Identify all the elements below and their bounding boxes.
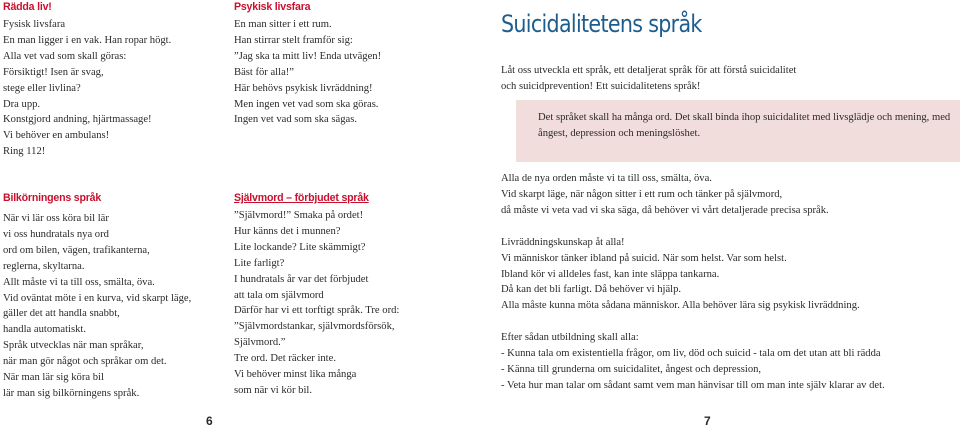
text-line: Alla vet vad som skall göras: [3,50,127,62]
text-line: Dra upp. [3,98,41,110]
text-line: Ring 112! [3,146,46,158]
text-line: stege eller livlina? [3,82,81,94]
text-line: Fysisk livsfara [3,19,66,30]
subheading-livraddningskunskap: Livräddningskunskap åt alla! [501,236,625,248]
text-line: Därför har vi ett torftigt språk. Tre ord: [234,305,400,317]
list-item: - Kunna tala om existentiella frågor, om liv, död och suicid - tala om det utan att bli rädda [501,348,881,360]
text-line: Lite farligt? [234,257,285,269]
text-line: Här behövs psykisk livräddning! [234,82,373,94]
text-line: Ibland kör vi alldeles fast, kan inte släppa tankarna. [501,268,720,280]
text-line: Låt oss utveckla ett språk, ett detaljerat språk för att förstå suicidalitet [501,65,797,76]
text-line: Allt måste vi ta till oss, smälta, öva. [3,276,155,288]
text-line: reglerna, skyltarna. [3,260,85,272]
text-line: gäller det att handla snabbt, [3,308,120,320]
text-line: Vi behöver minst lika många [234,369,357,381]
intro-paragraph [501,63,796,95]
text-line: då måste vi veta vad vi ska säga, då behöver vi vårt detaljerade precisa språk. [501,204,829,216]
text-line: lär man sig bilkörningens språk. [3,387,140,399]
text-line: Bäst för alla!” [234,66,295,78]
text-line: Han stirrar stelt framför sig: [234,34,353,46]
text-line: med ångest, depression och meningslöshet. [538,112,951,139]
text-line: som när vi kör bil. [234,384,312,396]
text-line: ”Självmord!” Smaka på ordet! [234,210,364,221]
page-number-right: 7 [704,414,711,428]
text-line: handla automatiskt. [3,324,86,336]
section-psykisk-livsfara [234,0,381,128]
section-sjalvmord-forbjudet-sprak [234,191,399,399]
text-line: En man sitter i ett rum. [234,19,332,30]
text-line: Det språket skall ha många ord. [538,112,673,123]
text-line: Vi människor tänker ibland på suicid. När som helst. Var som helst. [501,252,787,264]
text-line: Alla de nya orden måste vi ta till oss, smälta, öva. [501,173,712,184]
text-line: vi oss hundratals nya ord [3,228,109,240]
text-line: Självmord.” [234,337,286,349]
heading-radda-liv: Rädda liv! [3,1,52,13]
text-line: Lite lockande? Lite skämmigt? [234,241,366,253]
text-line: Alla måste kunna möta sådana människor. Alla behöver lära sig psykisk livräddning. [501,300,860,312]
text-line: ”Jag ska ta mitt liv! Enda utvägen! [234,50,382,62]
text-line: En man ligger i en vak. Han ropar högt. [3,34,172,46]
text-line: Vid skarpt läge, när någon sitter i ett rum och tänker på självmord, [501,188,783,200]
heading-sjalvmord-forbjudet-sprak: Självmord – förbjudet språk [234,192,369,204]
highlight-box [516,100,960,162]
list-item: - Känna till grunderna om suicidalitet, ångest och depression, [501,364,762,376]
text-line: I hundratals år var det förbjudet [234,273,369,285]
text-line: När man lär sig köra bil [3,372,104,384]
page-number-left: 6 [206,414,213,428]
text-line: när man gör något och språkar om det. [3,356,167,368]
list-item: - Veta hur man talar om sådant samt vem man hänvisar till om man inte själv klarar av det. [501,379,885,391]
text-line: Hur känns det i munnen? [234,225,341,237]
page-title: Suicidalitetens språk [501,10,702,38]
text-line: Konstgjord andning, hjärtmassage! [3,114,152,126]
text-line: Det skall binda ihop suicidalitet med livsglädje och mening, [674,112,930,123]
text-line: ord om bilen, vägen, trafikanterna, [3,244,150,256]
text-line: och suicidprevention! Ett suicidalitetens språk! [501,80,701,92]
text-line: Men ingen vet vad som ska göras. [234,98,379,110]
section-right-body [501,171,885,394]
text-line: Då kan det bli farligt. Då behöver vi hjälp. [501,284,682,296]
text-line: Vid oväntat möte i en kurva, vid skarpt läge, [3,292,192,304]
text-line: att tala om självmord [234,289,324,301]
text-line: Tre ord. Det räcker inte. [234,353,336,365]
section-bilkorningens-sprak [3,191,191,402]
text-line: Språk utvecklas när man språkar, [3,340,144,352]
text-line: När vi lär oss köra bil lär [3,213,109,224]
heading-psykisk-livsfara: Psykisk livsfara [234,1,311,13]
section-radda-liv [3,0,171,160]
heading-bilkorningens-sprak: Bilkörningens språk [3,192,102,204]
text-line: Vi behöver en ambulans! [3,130,110,142]
text-line: Försiktigt! Isen är svag, [3,66,104,78]
text-line: ”Självmordstankar, självmordsförsök, [234,321,395,333]
subheading-efter-utbildning: Efter sådan utbildning skall alla: [501,332,639,344]
text-line: Ingen vet vad som ska sägas. [234,114,357,126]
